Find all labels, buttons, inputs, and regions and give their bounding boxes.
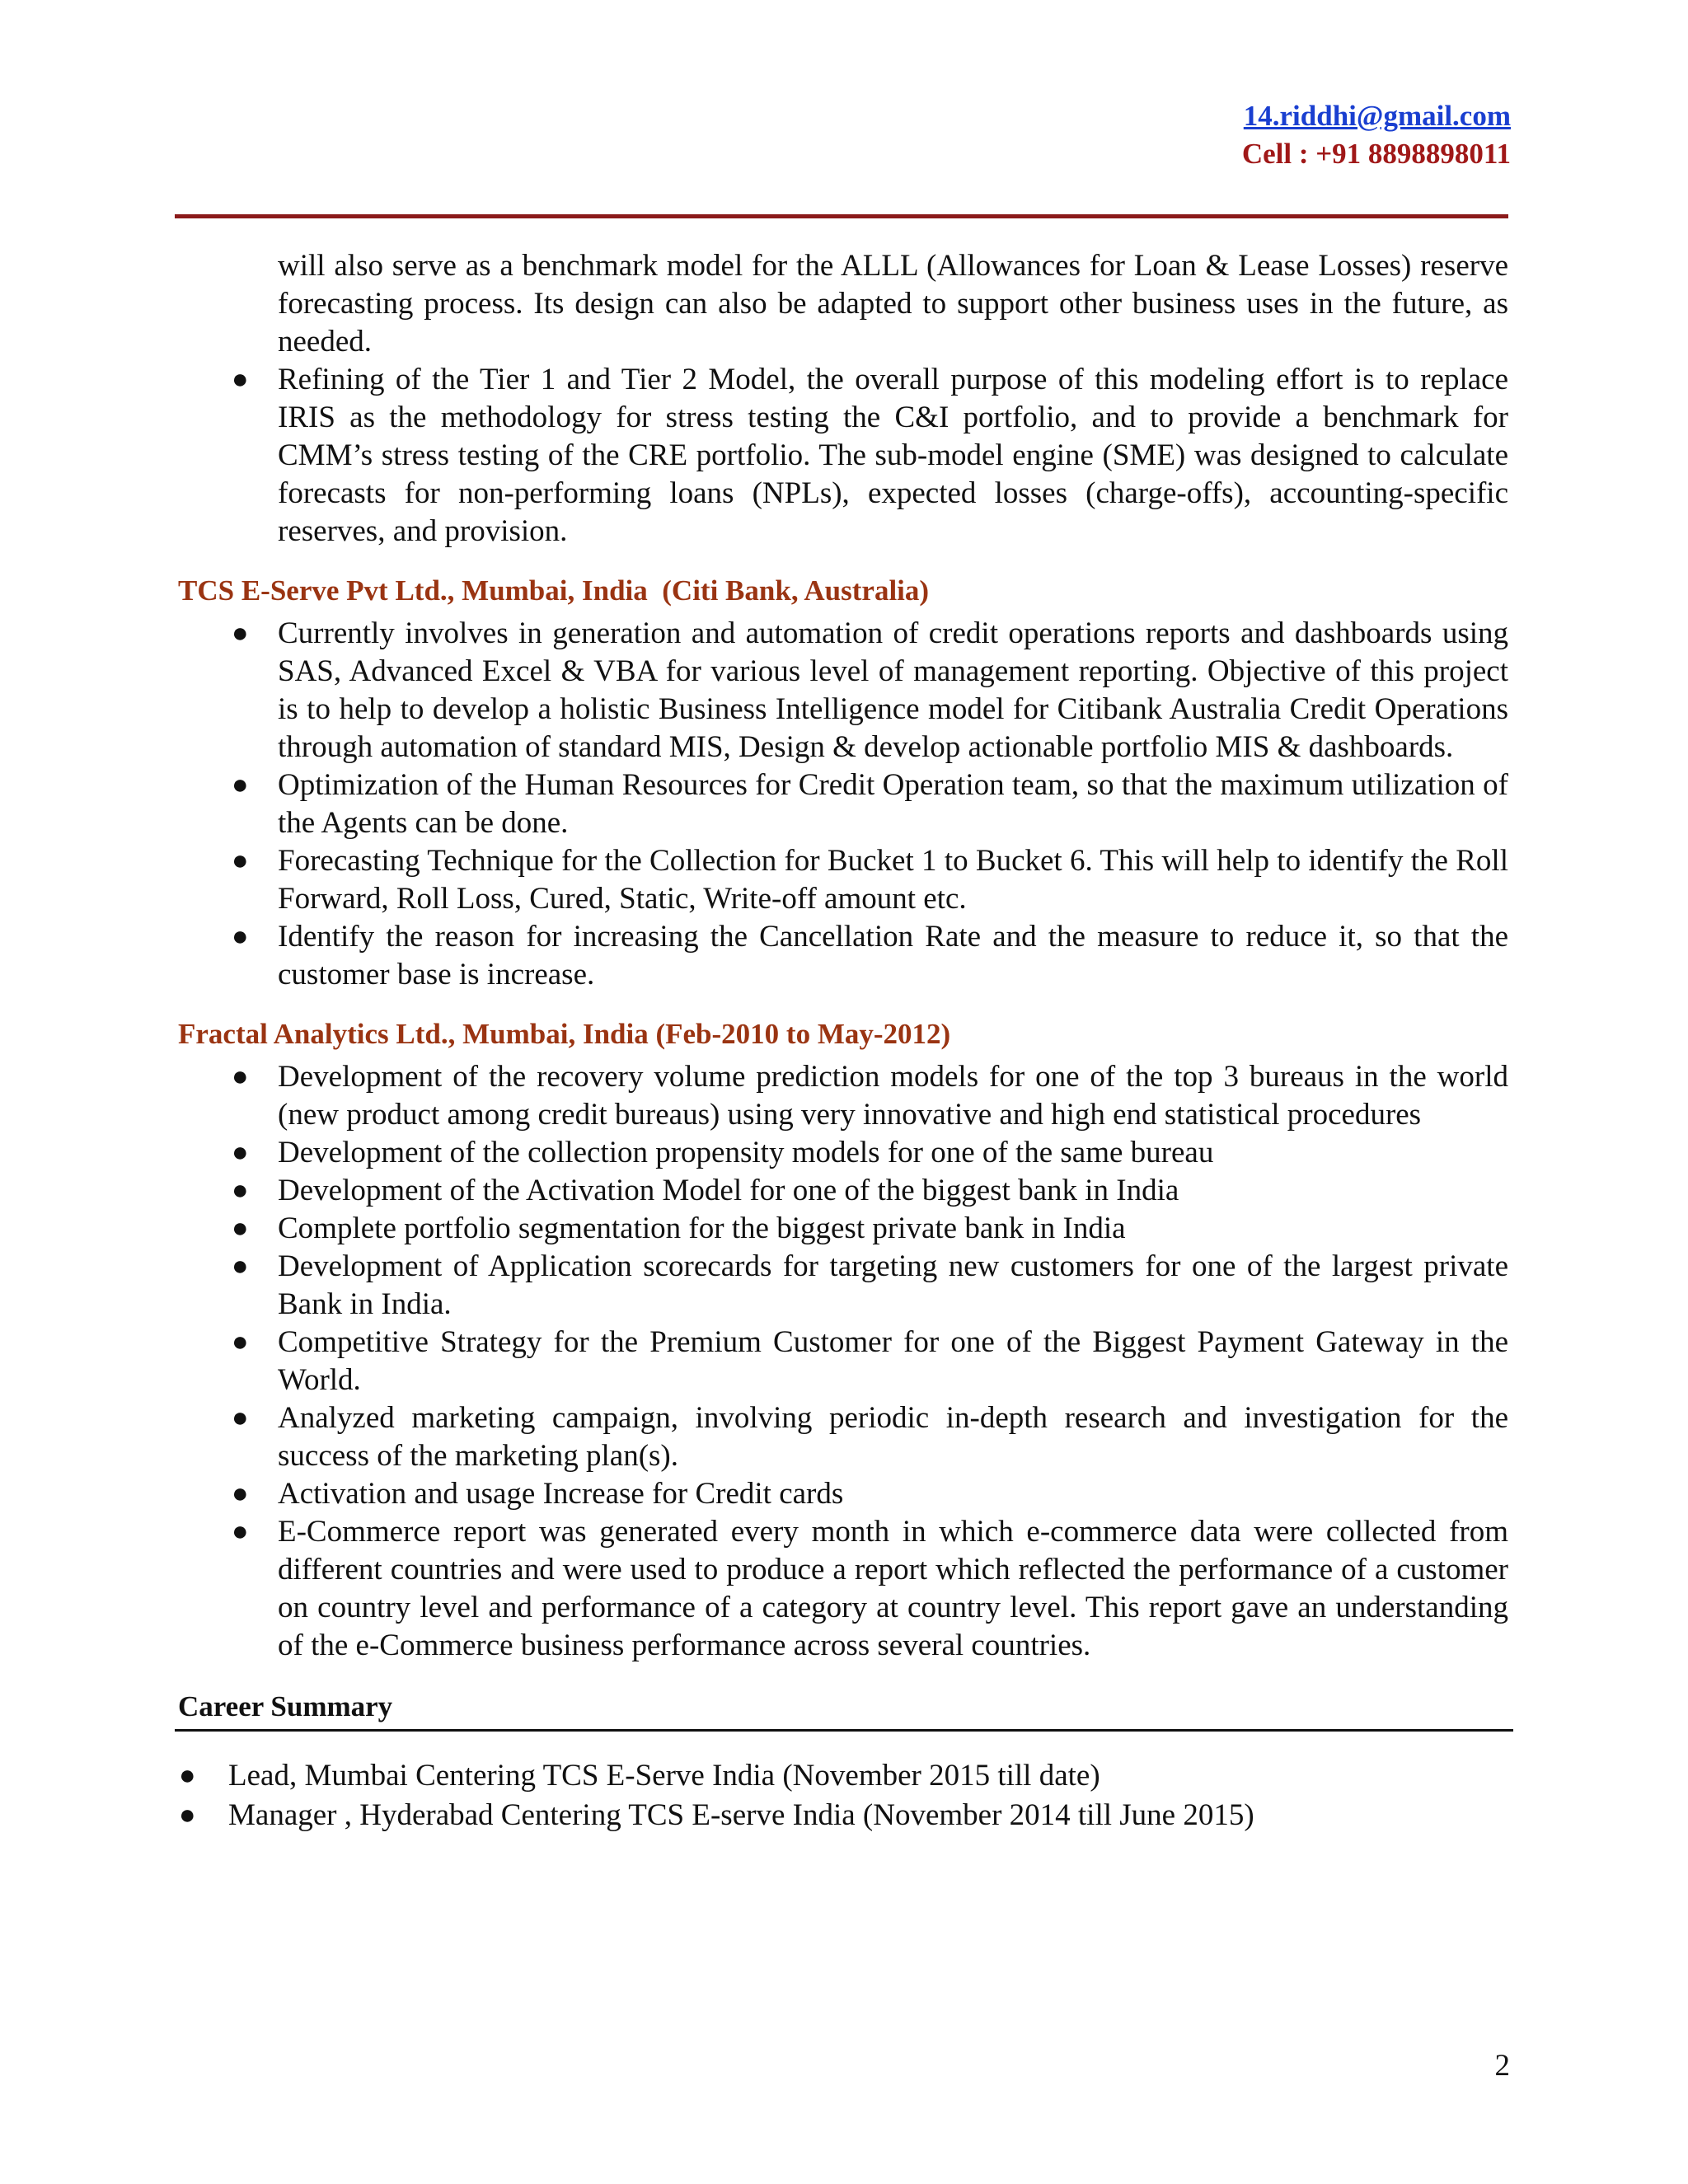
header-divider: [175, 214, 1508, 218]
bullet-icon: ●: [232, 1062, 249, 1092]
bullet-icon: ●: [232, 1479, 249, 1509]
tcs-bullet-list: [0, 615, 1688, 994]
bullet-icon: ●: [232, 1403, 249, 1433]
bullet-icon: ●: [232, 618, 249, 649]
list-item: ● Competitive Strategy for the Premium Customer for one of the Biggest Payment Gateway in the World.: [232, 1325, 1508, 1397]
list-item: ● Lead, Mumbai Centering TCS E-Serve India (November 2015 till date): [228, 1756, 1688, 1796]
bullet-icon: ●: [179, 1800, 196, 1830]
list-item: ● Development of Application scorecards for targeting new customers for one of the largest private Bank in India.: [232, 1249, 1508, 1321]
list-item: ● Development of the Activation Model for one of the biggest bank in India: [278, 1172, 1508, 1210]
bullet-icon: ●: [232, 1251, 249, 1282]
email-link[interactable]: 14.riddhi@gmail.com: [1243, 100, 1511, 132]
list-item: ● Analyzed marketing campaign, involving periodic in-depth research and investigation for the success of the marketing plan(s).: [232, 1401, 1508, 1473]
contact-block: [1242, 97, 1511, 173]
list-item: ● Development of the collection propensity models for one of the same bureau: [278, 1134, 1508, 1172]
list-item: ● Development of the recovery volume prediction models for one of the top 3 bureaus in the world (new product among credit bureaus) using very innovative and high end statistical procedures: [232, 1060, 1508, 1132]
list-item: ● Currently involves in generation and automation of credit operations reports and dashboards using SAS, Advanced Excel & VBA for various level of management reporting. Objective of this project is to help to develop a holistic Business Intelligence model for Citibank Australia Credit Operations through automation of standard MIS, Design & develop actionable portfolio MIS & dashboards.: [232, 616, 1508, 764]
continued-paragraph: will also serve as a benchmark model for the ALLL (Allowances for Loan & Lease Losses) reserve forecasting process. Its design can also be adapted to support other business uses in the future, as needed.: [278, 249, 1508, 359]
career-summary-heading: Career Summary: [178, 1690, 393, 1722]
bullet-icon: ●: [232, 1213, 249, 1244]
career-summary-list: [0, 1756, 1688, 1835]
bullet-icon: ●: [232, 1327, 249, 1357]
fractal-bullet-list: [0, 1058, 1688, 1665]
bullet-icon: ●: [232, 921, 249, 952]
main-content: [0, 247, 1688, 1835]
bullet-icon: ●: [232, 1516, 249, 1547]
cell-number: Cell : +91 8898898011: [1241, 138, 1511, 170]
career-summary-divider: [175, 1729, 1513, 1732]
list-item: ● Activation and usage Increase for Credit cards: [278, 1475, 1508, 1513]
bullet-icon: ●: [232, 364, 249, 395]
page-number: 2: [1494, 2049, 1510, 2083]
bullet-icon: ●: [232, 770, 249, 800]
list-item: ● Manager , Hyderabad Centering TCS E-serve India (November 2014 till June 2015): [228, 1796, 1688, 1835]
list-item: ● Identify the reason for increasing the Cancellation Rate and the measure to reduce it, so that the customer base is increase.: [232, 920, 1508, 991]
bullet-icon: ●: [232, 846, 249, 876]
continued-bullet-list: [0, 361, 1688, 551]
list-item: ● Forecasting Technique for the Collection for Bucket 1 to Bucket 6. This will help to identify the Roll Forward, Roll Loss, Cured, Static, Write-off amount etc.: [232, 844, 1508, 916]
bullet-icon: ●: [232, 1175, 249, 1206]
list-item: ● Optimization of the Human Resources for Credit Operation team, so that the maximum utilization of the Agents can be done.: [232, 768, 1508, 840]
section-heading-tcs: TCS E-Serve Pvt Ltd., Mumbai, India (Citi Bank, Australia): [178, 574, 930, 607]
list-item: ● Refining of the Tier 1 and Tier 2 Model, the overall purpose of this modeling effort is to replace IRIS as the methodology for stress testing the C&I portfolio, and to provide a benchmark for CMM’s stress testing of the CRE portfolio. The sub-model engine (SME) was designed to calculate forecasts for non-performing loans (NPLs), expected losses (charge-offs), accounting-specific reserves, and provision.: [232, 363, 1508, 548]
list-item: ● Complete portfolio segmentation for the biggest private bank in India: [278, 1210, 1508, 1248]
bullet-icon: ●: [179, 1760, 196, 1791]
list-item: ● E-Commerce report was generated every month in which e-commerce data were collected from different countries and were used to produce a report which reflected the performance of a customer on country level and performance of a category at country level. This report gave an understanding of the e-Commerce business performance across several countries.: [232, 1515, 1508, 1662]
bullet-icon: ●: [232, 1137, 249, 1168]
section-heading-fractal: Fractal Analytics Ltd., Mumbai, India (Feb-2010 to May-2012): [178, 1018, 951, 1050]
